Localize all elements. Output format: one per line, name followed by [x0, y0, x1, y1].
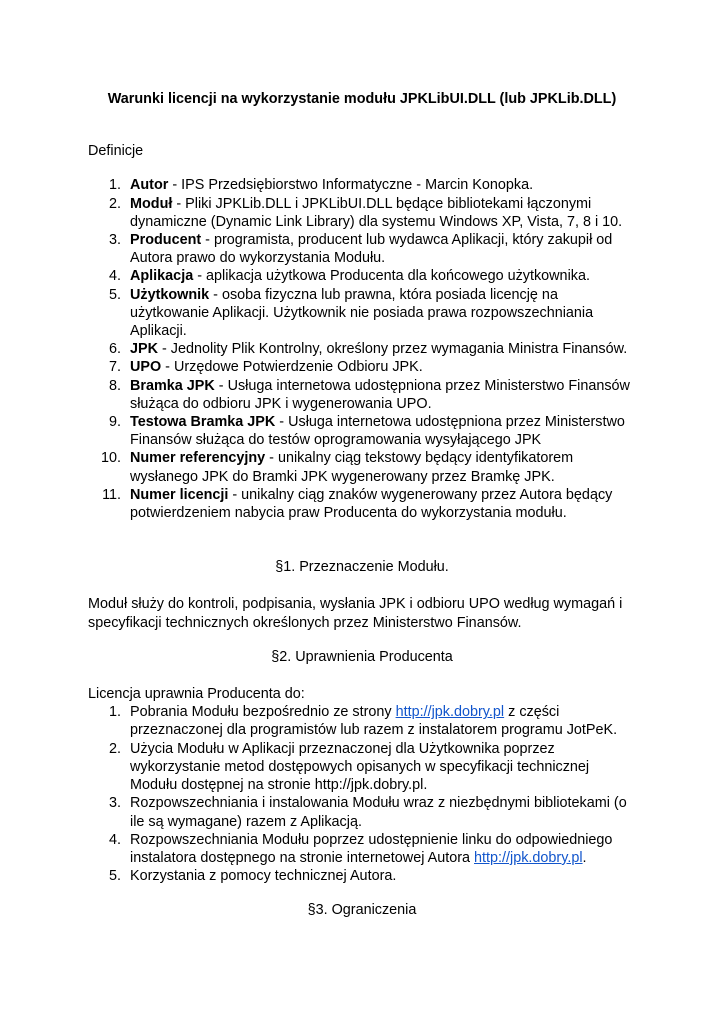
- definition-term: Numer referencyjny: [130, 450, 266, 467]
- definition-term: Użytkownik: [130, 286, 210, 303]
- definition-text: - Urzędowe Potwierdzenie Odbioru JPK.: [161, 359, 423, 376]
- definition-term: UPO: [130, 359, 162, 376]
- list-number: 5.: [108, 286, 121, 303]
- definition-item: [88, 286, 636, 341]
- jpk-website-link[interactable]: http://jpk.dobry.pl: [395, 704, 505, 721]
- permission-text: Pobrania Modułu bezpośrednio ze strony: [130, 704, 396, 721]
- permissions-list: [88, 703, 636, 885]
- list-number: 1.: [108, 704, 121, 721]
- section-2-intro: Licencja uprawnia Producenta do:: [88, 686, 305, 703]
- permission-text: Użycia Modułu w Aplikacji przeznaczonej dla Użytkownika poprzez wykorzystanie metod dostępowych opisanych w specyfikacji technicznej Modułu dostępnej na stronie http://jpk.dobry.pl.: [130, 740, 590, 794]
- definition-text: - Usługa internetowa udostępniona przez Ministerstwo Finansów służąca do testów oprogramowania wysyłającego JPK: [130, 414, 625, 449]
- list-number: 6.: [108, 341, 121, 358]
- document-title: Warunki licencji na wykorzystanie modułu JPKLibUI.DLL (lub JPKLib.DLL): [107, 91, 617, 107]
- definitions-list: [88, 176, 636, 522]
- permission-text: Korzystania z pomocy technicznej Autora.: [130, 868, 397, 885]
- definition-item: [88, 231, 636, 267]
- list-number: 2.: [108, 740, 121, 757]
- definition-item: [88, 486, 636, 522]
- list-number: 4.: [108, 268, 121, 285]
- permission-text: .: [582, 849, 587, 866]
- definition-item: [88, 358, 636, 376]
- definition-item: [88, 340, 636, 358]
- definition-item: [88, 176, 636, 194]
- list-number: 7.: [108, 359, 121, 376]
- definition-term: Aplikacja: [130, 268, 194, 285]
- definition-term: Autor: [130, 177, 169, 194]
- definition-item: [88, 195, 636, 231]
- list-number: 8.: [108, 377, 121, 394]
- list-number: 1.: [108, 177, 121, 194]
- permission-item: [88, 867, 636, 885]
- definition-item: [88, 377, 636, 413]
- list-number: 5.: [108, 868, 121, 885]
- definition-text: - Jednolity Plik Kontrolny, określony przez wymagania Ministra Finansów.: [158, 341, 628, 358]
- permission-item: [88, 740, 636, 795]
- definition-text: - programista, producent lub wydawca Aplikacji, który zakupił od Autora prawo do wykorzystania Modułu.: [130, 232, 613, 267]
- definition-term: Moduł: [130, 195, 173, 212]
- definition-text: - IPS Przedsiębiorstwo Informatyczne - Marcin Konopka.: [168, 177, 534, 194]
- definition-term: Producent: [130, 232, 202, 249]
- permission-item: [88, 794, 636, 830]
- list-number: 4.: [108, 831, 121, 848]
- jpk-website-link[interactable]: http://jpk.dobry.pl: [474, 849, 583, 866]
- definition-text: - aplikacja użytkowa Producenta dla końcowego użytkownika.: [193, 268, 590, 285]
- section-1-text: Moduł służy do kontroli, podpisania, wysłania JPK i odbioru UPO według wymagań i specyfikacji technicznych określonych przez Ministerstwo Finansów.: [88, 596, 623, 631]
- list-number: 2.: [108, 195, 121, 212]
- definition-term: JPK: [130, 341, 158, 358]
- document-page: [88, 90, 636, 920]
- definition-term: Bramka JPK: [130, 377, 215, 394]
- section-2-heading: §2. Uprawnienia Producenta: [271, 648, 453, 665]
- definition-item: [88, 413, 636, 449]
- permission-item: [88, 703, 636, 739]
- definition-term: Numer licencji: [130, 486, 229, 503]
- section-3-heading: §3. Ograniczenia: [307, 902, 417, 919]
- definition-text: - Pliki JPKLib.DLL i JPKLibUI.DLL będące bibliotekami łączonymi dynamiczne (Dynamic Link Library) dla systemu Windows XP, Vista, 7, 8 i 10.: [130, 195, 623, 230]
- definition-item: [88, 267, 636, 285]
- definition-item: [88, 449, 636, 485]
- list-number: 3.: [108, 795, 121, 812]
- list-number: 11.: [102, 486, 121, 503]
- definitions-heading: Definicje: [88, 143, 144, 160]
- definition-text: - unikalny ciąg tekstowy będący identyfikatorem wysłanego JPK do Bramki JPK wygenerowany przez Bramkę JPK.: [130, 450, 574, 485]
- permission-text: z części przeznaczonej dla programistów lub razem z instalatorem programu JotPeK.: [130, 704, 618, 739]
- definition-text: - unikalny ciąg znaków wygenerowany przez Autora będący potwierdzeniem nabycia praw Producenta do wykorzystania modułu.: [130, 486, 613, 522]
- list-number: 9.: [108, 414, 121, 431]
- permission-text: Rozpowszechniania Modułu poprzez udostępnienie linku do odpowiedniego instalatora dostępnego na stronie internetowej Autora: [130, 831, 613, 866]
- list-number: 3.: [108, 232, 121, 249]
- permission-item: [88, 831, 636, 867]
- definition-text: - osoba fizyczna lub prawna, która posiada licencję na użytkowanie Aplikacji. Użytkownik nie posiada prawa rozpowszechniania Aplikacji.: [130, 286, 594, 340]
- definition-term: Testowa Bramka JPK: [130, 414, 276, 431]
- list-number: 10.: [100, 450, 121, 467]
- definition-text: - Usługa internetowa udostępniona przez Ministerstwo Finansów służąca do odbioru JPK i wygenerowania UPO.: [130, 377, 630, 412]
- permission-text: Rozpowszechniania i instalowania Modułu wraz z niezbędnymi bibliotekami (o ile są wymagane) razem z Aplikacją.: [130, 795, 627, 830]
- section-1-heading: §1. Przeznaczenie Modułu.: [275, 559, 449, 576]
